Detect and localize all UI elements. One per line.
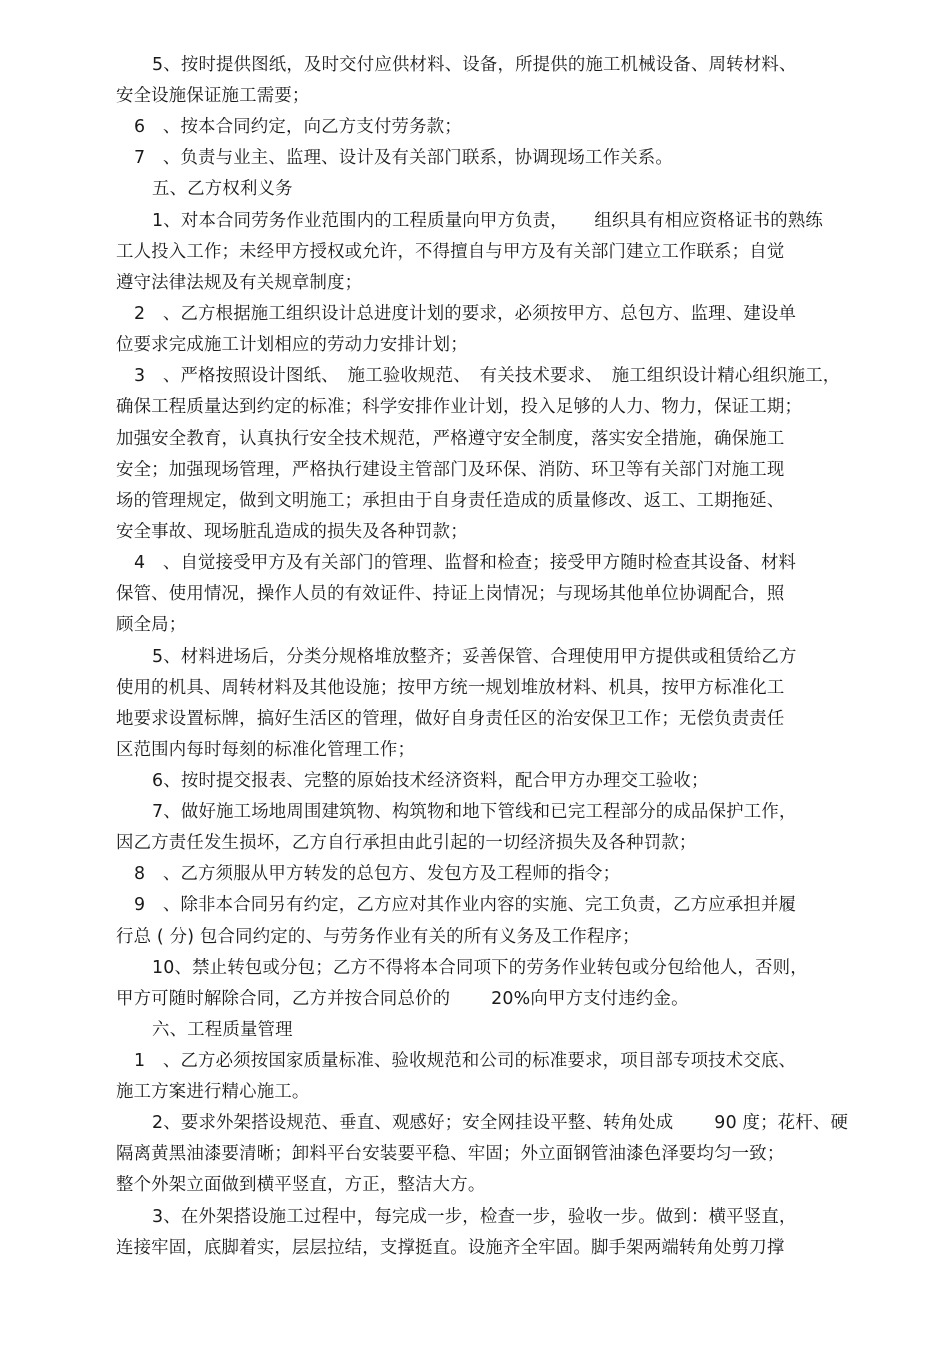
text-line: 1 、乙方必须按国家质量标准、验收规范和公司的标准要求，项目部专项技术交底、 — [134, 1051, 797, 1071]
text-line: 安全事故、现场脏乱造成的损失及各种罚款； — [116, 522, 468, 542]
text-line: 1、对本合同劳务作业范围内的工程质量向甲方负责， 组织具有相应资格证书的熟练 — [152, 211, 824, 231]
text-line: 位要求完成施工计划相应的劳动力安排计划； — [116, 335, 468, 355]
text-line: 甲方可随时解除合同，乙方并按合同总价的 20%向甲方支付违约金。 — [116, 989, 689, 1009]
text-line: 工人投入工作；未经甲方授权或允许，不得擅自与甲方及有关部门建立工作联系；自觉 — [116, 242, 785, 262]
text-line: 5、按时提供图纸，及时交付应供材料、设备，所提供的施工机械设备、周转材料、 — [152, 55, 797, 75]
text-line: 保管、使用情况，操作人员的有效证件、持证上岗情况；与现场其他单位协调配合，照 — [116, 584, 785, 604]
section-heading: 五、乙方权利义务 — [152, 179, 293, 199]
text-line: 3、在外架搭设施工过程中，每完成一步，检查一步，验收一步。做到：横平竖直， — [152, 1207, 797, 1227]
text-line: 隔离黄黑油漆要清晰；卸料平台安装要平稳、牢固；外立面钢管油漆色泽要均匀一致； — [116, 1144, 785, 1164]
text-line: 整个外架立面做到横平竖直，方正，整洁大方。 — [116, 1175, 486, 1195]
text-line: 安全；加强现场管理，严格执行建设主管部门及环保、消防、环卫等有关部门对施工现 — [116, 460, 785, 480]
text-line: 场的管理规定，做到文明施工；承担由于自身责任造成的质量修改、返工、工期拖延、 — [116, 491, 785, 511]
text-line: 10、禁止转包或分包；乙方不得将本合同项下的劳务作业转包或分包给他人，否则， — [152, 958, 808, 978]
text-line: 加强安全教育，认真执行安全技术规范，严格遵守安全制度，落实安全措施，确保施工 — [116, 429, 785, 449]
text-line: 施工方案进行精心施工。 — [116, 1082, 310, 1102]
text-line: 2 、乙方根据施工组织设计总进度计划的要求，必须按甲方、总包方、监理、建设单 — [134, 304, 797, 324]
text-line: 4 、自觉接受甲方及有关部门的管理、监督和检查；接受甲方随时检查其设备、材料 — [134, 553, 797, 573]
text-line: 地要求设置标牌，搞好生活区的管理，做好自身责任区的治安保卫工作；无偿负责责任 — [116, 709, 785, 729]
text-line: 6 、按本合同约定，向乙方支付劳务款； — [134, 117, 462, 137]
text-line: 确保工程质量达到约定的标准；科学安排作业计划，投入足够的人力、物力，保证工期； — [116, 397, 803, 417]
text-line: 使用的机具、周转材料及其他设施；按甲方统一规划堆放材料、机具，按甲方标准化工 — [116, 678, 785, 698]
text-line: 7、做好施工场地周围建筑物、构筑物和地下管线和已完工程部分的成品保护工作， — [152, 802, 797, 822]
text-line: 5、材料进场后，分类分规格堆放整齐；妥善保管、合理使用甲方提供或租赁给乙方 — [152, 647, 797, 667]
text-line: 9 、除非本合同另有约定，乙方应对其作业内容的实施、完工负责，乙方应承担并履 — [134, 895, 797, 915]
text-line: 顾全局； — [116, 615, 187, 635]
text-line: 因乙方责任发生损坏，乙方自行承担由此引起的一切经济损失及各种罚款； — [116, 833, 697, 853]
section-heading: 六、工程质量管理 — [152, 1020, 293, 1040]
text-line: 7 、负责与业主、监理、设计及有关部门联系，协调现场工作关系。 — [134, 148, 673, 168]
text-line: 6、按时提交报表、完整的原始技术经济资料，配合甲方办理交工验收； — [152, 771, 709, 791]
text-line: 区范围内每时每刻的标准化管理工作； — [116, 740, 416, 760]
text-line: 遵守法律法规及有关规章制度； — [116, 273, 363, 293]
text-line: 2、要求外架搭设规范、垂直、观感好；安全网挂设平整、转角处成 90 度；花杆、硬 — [152, 1113, 849, 1133]
text-line: 行总 ( 分) 包合同约定的、与劳务作业有关的所有义务及工作程序； — [116, 927, 640, 947]
text-line: 连接牢固，底脚着实，层层拉结，支撑挺直。设施齐全牢固。脚手架两端转角处剪刀撑 — [116, 1238, 785, 1258]
text-line: 3 、严格按照设计图纸、 施工验收规范、 有关技术要求、 施工组织设计精心组织施工， — [134, 366, 841, 386]
text-line: 8 、乙方须服从甲方转发的总包方、发包方及工程师的指令； — [134, 864, 621, 884]
text-line: 安全设施保证施工需要； — [116, 86, 310, 106]
